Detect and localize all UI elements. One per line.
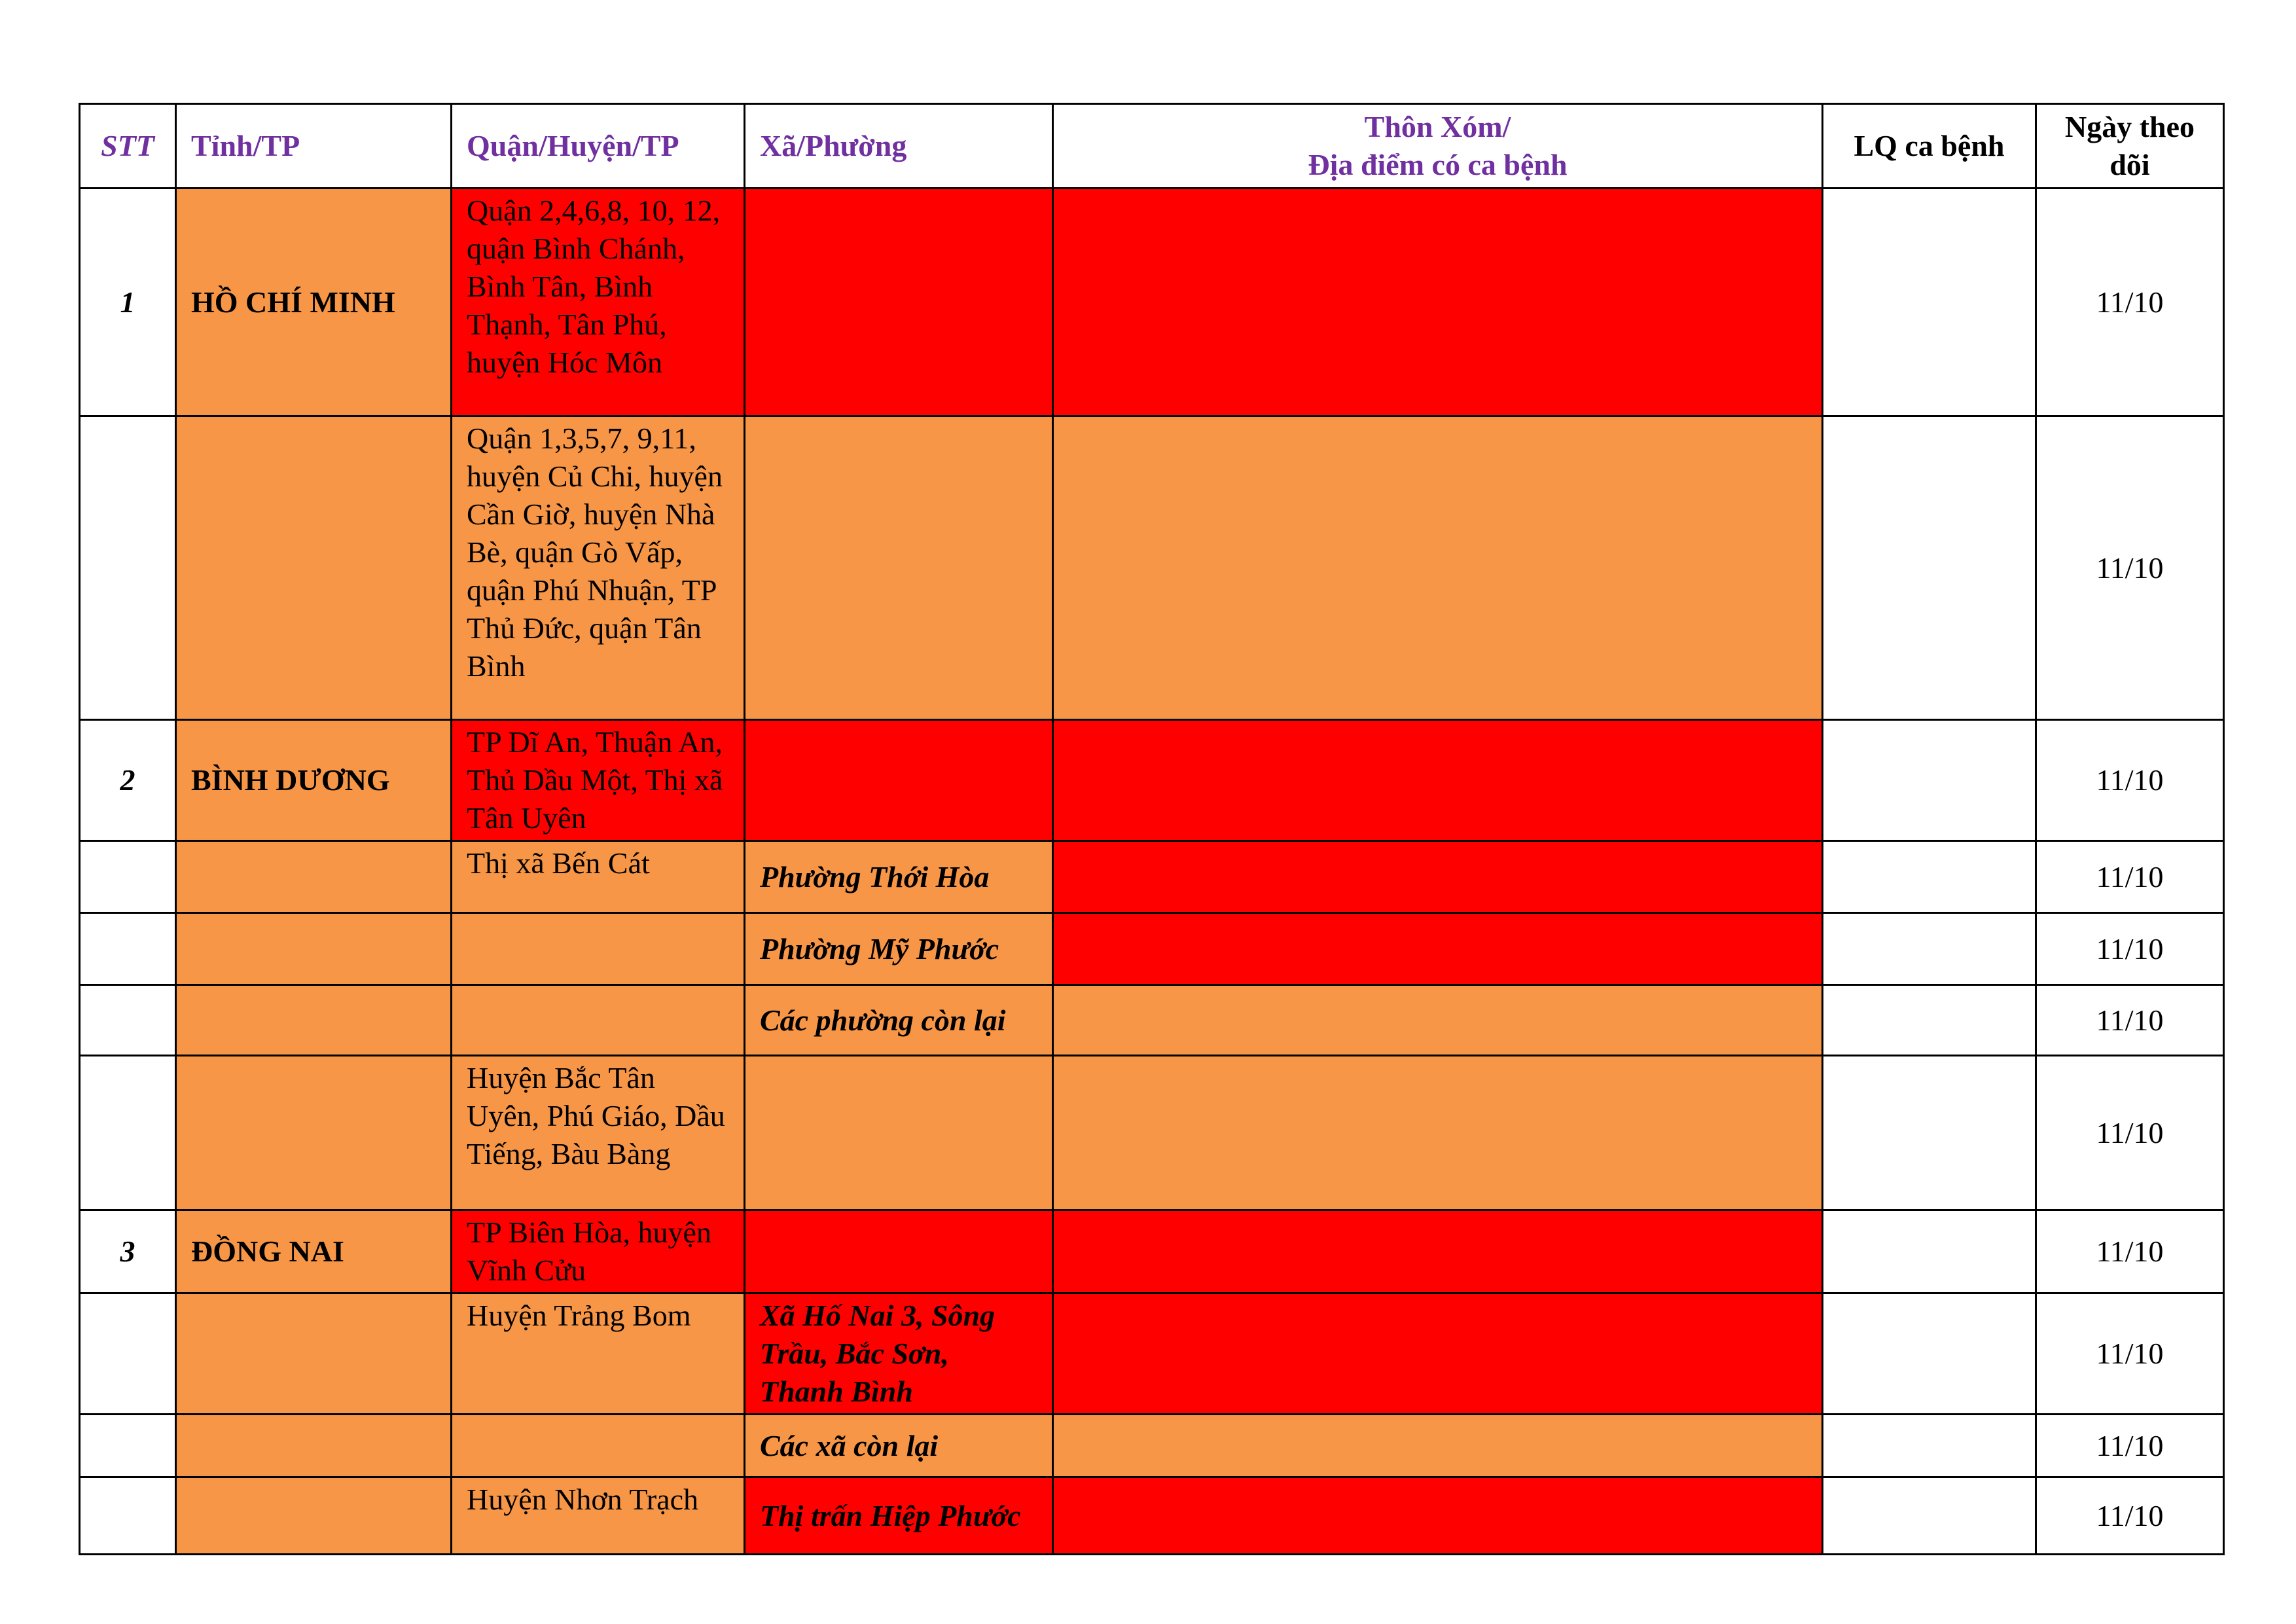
row-hamlet [1053,1210,1823,1293]
row-district [452,985,745,1056]
row-stt [80,1477,176,1555]
row-province [176,1477,452,1555]
row-hamlet [1053,1293,1823,1415]
table-row [80,841,2224,913]
row-hamlet [1053,416,1823,720]
row-district [452,913,745,985]
row-lq [1823,1293,2036,1415]
table-row [80,189,2224,416]
row-lq [1823,985,2036,1056]
table-row [80,1415,2224,1477]
row-ward [745,1056,1053,1210]
row-lq [1823,1477,2036,1555]
row-lq [1823,416,2036,720]
row-date: 11/10 [2036,720,2224,841]
row-district: TP Biên Hòa, huyện Vĩnh Cửu [452,1210,745,1293]
row-hamlet [1053,1415,1823,1477]
header-stt: STT [80,104,176,189]
row-district: Thị xã Bến Cát [452,841,745,913]
table-row [80,416,2224,720]
row-date: 11/10 [2036,416,2224,720]
row-district: Huyện Nhơn Trạch [452,1477,745,1555]
table-row [80,985,2224,1056]
table-row [80,720,2224,841]
row-ward [745,1210,1053,1293]
row-date: 11/10 [2036,1477,2224,1555]
row-district: Huyện Bắc Tân Uyên, Phú Giáo, Dầu Tiếng, Bàu Bàng [452,1056,745,1210]
row-hamlet [1053,189,1823,416]
row-province [176,913,452,985]
row-ward: Các xã còn lại [745,1415,1053,1477]
row-district: TP Dĩ An, Thuận An, Thủ Dầu Một, Thị xã Tân Uyên [452,720,745,841]
row-province [176,1293,452,1415]
row-stt: 2 [80,720,176,841]
row-ward: Xã Hố Nai 3, Sông Trầu, Bắc Sơn, Thanh Bình [745,1293,1053,1415]
row-stt [80,985,176,1056]
row-date: 11/10 [2036,1056,2224,1210]
row-district: Quận 2,4,6,8, 10, 12, quận Bình Chánh, Bình Tân, Bình Thạnh, Tân Phú, huyện Hóc Môn [452,189,745,416]
row-hamlet [1053,841,1823,913]
row-date: 11/10 [2036,1415,2224,1477]
row-ward: Thị trấn Hiệp Phước [745,1477,1053,1555]
row-stt [80,416,176,720]
row-date: 11/10 [2036,985,2224,1056]
table-row [80,1477,2224,1555]
header-row [80,104,2224,189]
row-date: 11/10 [2036,1210,2224,1293]
header-district: Quận/Huyện/TP [452,104,745,189]
header-hamlet: Thôn Xóm/ Địa điểm có ca bệnh [1053,104,1823,189]
row-stt: 3 [80,1210,176,1293]
row-date: 11/10 [2036,189,2224,416]
row-ward [745,416,1053,720]
row-stt [80,1293,176,1415]
row-hamlet [1053,985,1823,1056]
table-row [80,913,2224,985]
row-stt [80,913,176,985]
row-ward: Các phường còn lại [745,985,1053,1056]
row-province [176,841,452,913]
row-province [176,1056,452,1210]
row-ward [745,720,1053,841]
row-date: 11/10 [2036,913,2224,985]
row-date: 11/10 [2036,1293,2224,1415]
row-lq [1823,1056,2036,1210]
header-date: Ngày theo dõi [2036,104,2224,189]
row-hamlet [1053,1477,1823,1555]
row-ward: Phường Thới Hòa [745,841,1053,913]
row-province [176,416,452,720]
row-lq [1823,1415,2036,1477]
row-province: ĐỒNG NAI [176,1210,452,1293]
row-ward [745,189,1053,416]
table-row [80,1056,2224,1210]
table-row [80,1210,2224,1293]
row-lq [1823,913,2036,985]
row-hamlet [1053,1056,1823,1210]
row-district: Quận 1,3,5,7, 9,11, huyện Củ Chi, huyện Cần Giờ, huyện Nhà Bè, quận Gò Vấp, quận Phú Nhuận, TP Thủ Đức, quận Tân Bình [452,416,745,720]
row-district [452,1415,745,1477]
risk-level-table [79,103,2225,1555]
header-province: Tỉnh/TP [176,104,452,189]
row-province [176,985,452,1056]
row-lq [1823,189,2036,416]
table-row [80,1293,2224,1415]
row-hamlet [1053,720,1823,841]
row-ward: Phường Mỹ Phước [745,913,1053,985]
header-lq: LQ ca bệnh [1823,104,2036,189]
row-lq [1823,1210,2036,1293]
row-province: HỒ CHÍ MINH [176,189,452,416]
row-district: Huyện Trảng Bom [452,1293,745,1415]
row-stt [80,1415,176,1477]
row-lq [1823,720,2036,841]
row-stt [80,841,176,913]
row-date: 11/10 [2036,841,2224,913]
header-ward: Xã/Phường [745,104,1053,189]
row-province: BÌNH DƯƠNG [176,720,452,841]
row-hamlet [1053,913,1823,985]
row-stt [80,1056,176,1210]
row-stt: 1 [80,189,176,416]
row-lq [1823,841,2036,913]
row-province [176,1415,452,1477]
